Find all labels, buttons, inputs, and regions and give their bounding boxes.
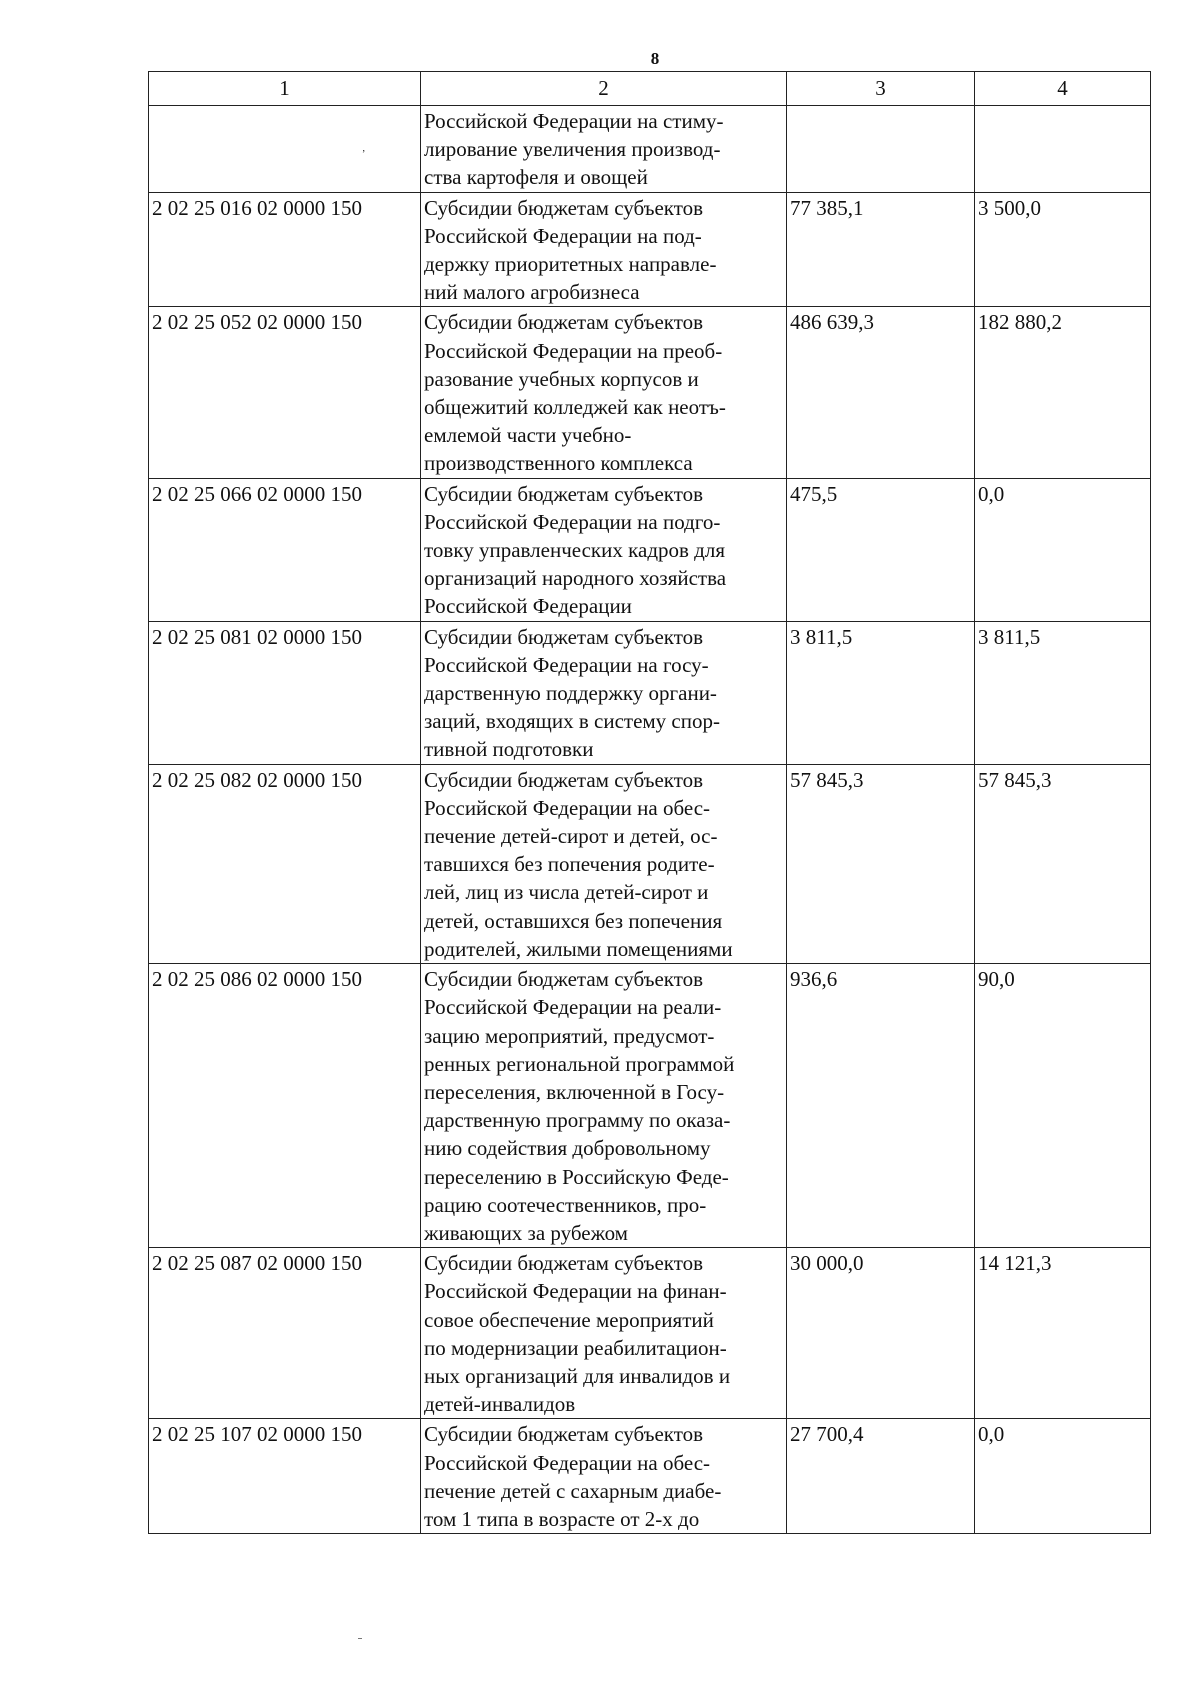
description-cell: Российской Федерации на стиму- лирование увеличения производ- ства картофеля и овощей bbox=[421, 106, 787, 193]
code-cell: 2 02 25 086 02 0000 150 bbox=[149, 964, 421, 1248]
header-cell-2: 2 bbox=[421, 72, 787, 106]
table-row bbox=[149, 964, 1151, 1248]
amount-col4-cell: 14 121,3 bbox=[975, 1248, 1151, 1419]
description-cell: Субсидии бюджетам субъектов Российской Федерации на преоб- разование учебных корпусов и общежитий колледжей как неотъ- емлемой части учебно- производственного комплекса bbox=[421, 307, 787, 478]
code-cell: 2 02 25 066 02 0000 150 bbox=[149, 478, 421, 621]
amount-col3-cell: 486 639,3 bbox=[787, 307, 975, 478]
amount-col3-cell: 57 845,3 bbox=[787, 764, 975, 963]
table-row bbox=[149, 106, 1151, 193]
code-cell: 2 02 25 087 02 0000 150 bbox=[149, 1248, 421, 1419]
table-row bbox=[149, 192, 1151, 307]
header-cell-1: 1 bbox=[149, 72, 421, 106]
amount-col4-cell: 57 845,3 bbox=[975, 764, 1151, 963]
table-header-row bbox=[149, 72, 1151, 106]
description-cell: Субсидии бюджетам субъектов Российской Федерации на реали- зацию мероприятий, предусмот- ренных региональной программой переселения, включенной в Госу- дарственную программу по оказа- нию содействия добровольному переселению в Российскую Феде- рацию соотечественников, про- живающих за рубежом bbox=[421, 964, 787, 1248]
code-cell: 2 02 25 081 02 0000 150 bbox=[149, 621, 421, 764]
budget-table-body bbox=[149, 72, 1151, 1534]
table-row bbox=[149, 621, 1151, 764]
amount-col3-cell: 936,6 bbox=[787, 964, 975, 1248]
code-cell: 2 02 25 107 02 0000 150 bbox=[149, 1419, 421, 1534]
amount-col3-cell: 3 811,5 bbox=[787, 621, 975, 764]
table-row bbox=[149, 1419, 1151, 1534]
header-cell-3: 3 bbox=[787, 72, 975, 106]
code-cell: 2 02 25 016 02 0000 150 bbox=[149, 192, 421, 307]
amount-col4-cell: 0,0 bbox=[975, 1419, 1151, 1534]
amount-col4-cell: 182 880,2 bbox=[975, 307, 1151, 478]
amount-col3-cell: 77 385,1 bbox=[787, 192, 975, 307]
code-cell bbox=[149, 106, 421, 193]
description-cell: Субсидии бюджетам субъектов Российской Федерации на финан- совое обеспечение мероприятий по модернизации реабилитацион- ных организаций для инвалидов и детей-инвалидов bbox=[421, 1248, 787, 1419]
amount-col3-cell bbox=[787, 106, 975, 193]
amount-col4-cell: 3 811,5 bbox=[975, 621, 1151, 764]
amount-col3-cell: 30 000,0 bbox=[787, 1248, 975, 1419]
header-cell-4: 4 bbox=[975, 72, 1151, 106]
page-number: 8 bbox=[650, 49, 660, 68]
table-row bbox=[149, 478, 1151, 621]
description-cell: Субсидии бюджетам субъектов Российской Федерации на под- держку приоритетных направле- ний малого агробизнеса bbox=[421, 192, 787, 307]
amount-col3-cell: 27 700,4 bbox=[787, 1419, 975, 1534]
amount-col4-cell: 3 500,0 bbox=[975, 192, 1151, 307]
budget-table bbox=[148, 71, 1151, 1534]
stray-dot bbox=[358, 1638, 362, 1639]
amount-col3-cell: 475,5 bbox=[787, 478, 975, 621]
code-cell: 2 02 25 082 02 0000 150 bbox=[149, 764, 421, 963]
description-cell: Субсидии бюджетам субъектов Российской Федерации на подго- товку управленческих кадров для организаций народного хозяйства Российской Федерации bbox=[421, 478, 787, 621]
description-cell: Субсидии бюджетам субъектов Российской Федерации на обес- печение детей с сахарным диабе- том 1 типа в возрасте от 2-х до bbox=[421, 1419, 787, 1534]
table-row bbox=[149, 1248, 1151, 1419]
stray-mark: ’ bbox=[362, 149, 366, 160]
description-cell: Субсидии бюджетам субъектов Российской Федерации на обес- печение детей-сирот и детей, ос- тавшихся без попечения родите- лей, лиц из числа детей-сирот и детей, оставшихся без попечения родителей, жилыми помещениями bbox=[421, 764, 787, 963]
amount-col4-cell: 0,0 bbox=[975, 478, 1151, 621]
description-cell: Субсидии бюджетам субъектов Российской Федерации на госу- дарственную поддержку органи- заций, входящих в систему спор- тивной подготовки bbox=[421, 621, 787, 764]
code-cell: 2 02 25 052 02 0000 150 bbox=[149, 307, 421, 478]
table-row bbox=[149, 764, 1151, 963]
amount-col4-cell: 90,0 bbox=[975, 964, 1151, 1248]
amount-col4-cell bbox=[975, 106, 1151, 193]
table-row bbox=[149, 307, 1151, 478]
